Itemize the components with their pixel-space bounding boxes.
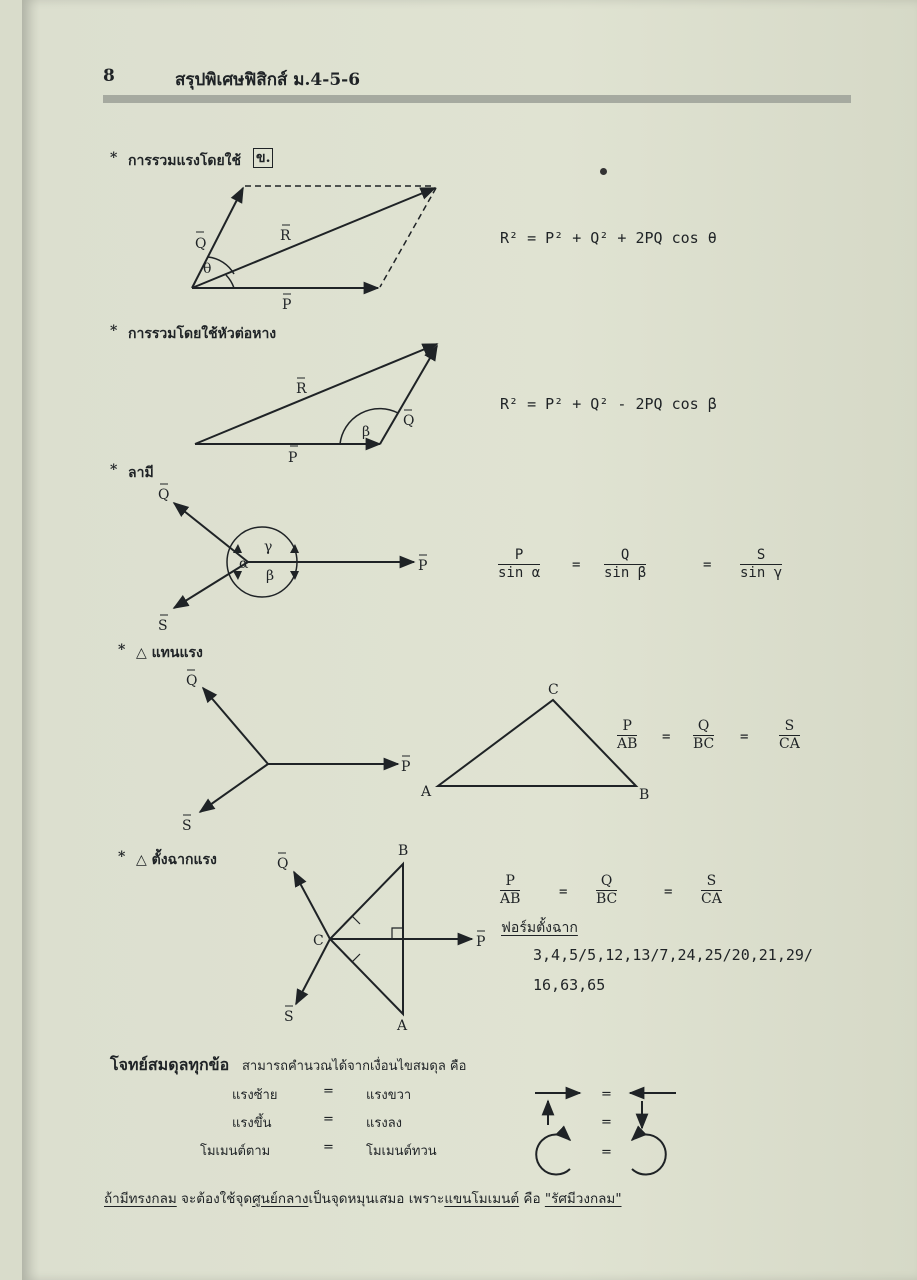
equals-sign: =: [703, 557, 712, 573]
label-r: R: [280, 228, 291, 244]
form-line-2: 16,63,65: [533, 976, 606, 994]
row-left: แรงขึ้น: [232, 1116, 272, 1131]
label-p: P: [476, 934, 486, 950]
label-p: P: [282, 297, 292, 313]
head-to-tail-diagram: [195, 344, 437, 444]
row-right: แรงลง: [366, 1116, 403, 1131]
section4-title: △ แทนแรง: [136, 645, 203, 661]
formula-cosine-plus: R² = P² + Q² + 2PQ cos θ: [500, 229, 717, 247]
label-c: C: [548, 682, 559, 698]
row-right: แรงขวา: [366, 1088, 412, 1103]
clockwise-arrow: [536, 1135, 570, 1175]
label-b: B: [639, 787, 650, 803]
label-q: Q: [403, 413, 415, 429]
lami-diagram: [174, 503, 414, 608]
symbol-equals: =: [601, 1115, 612, 1130]
triangle-abc: [438, 700, 636, 786]
label-alpha: α: [239, 556, 249, 572]
vector-q: [174, 503, 248, 562]
label-theta: θ: [203, 261, 212, 277]
sphere-note-part: คือ: [519, 1191, 545, 1207]
label-a: A: [397, 1018, 408, 1034]
page-header-title: สรุปพิเศษฟิสิกส์ ม.4-5-6: [175, 70, 361, 90]
label-beta: β: [266, 568, 275, 584]
counterclockwise-arrow: [632, 1135, 666, 1175]
label-gamma: γ: [264, 539, 273, 555]
label-q: Q: [277, 856, 289, 872]
label-q: Q: [186, 673, 198, 689]
label-q: Q: [158, 487, 170, 503]
equilibrium-intro: สามารถคำนวณได้จากเงื่อนไขสมดุล คือ: [242, 1059, 467, 1074]
vector-r: [195, 344, 437, 444]
equilibrium-title: โจทย์สมดุลทุกข้อ: [110, 1055, 230, 1074]
section5-title: △ ตั้งฉากแรง: [136, 852, 217, 868]
vector-q: [380, 346, 437, 444]
row-eq: =: [323, 1140, 334, 1155]
label-p: P: [401, 759, 411, 775]
vector-s: [200, 764, 268, 812]
equals-sign: =: [664, 884, 673, 900]
section2-bullet: *: [110, 323, 118, 339]
equals-sign: =: [662, 729, 671, 745]
triangle-fraction-s: $\frac{S}{CA}$: [779, 718, 800, 752]
dashed-right: [380, 188, 436, 287]
section3-bullet: *: [110, 462, 118, 478]
perp-fraction-s: $\frac{S}{CA}$: [701, 873, 722, 907]
form-title: ฟอร์มตั้งฉาก: [501, 920, 578, 936]
sphere-note-part: "รัศมีวงกลม": [544, 1191, 622, 1207]
sphere-note-part: จะต้องใช้จุด: [176, 1191, 253, 1207]
label-q: Q: [195, 236, 207, 252]
vector-s: [174, 562, 248, 608]
page-number: 8: [103, 66, 115, 86]
triangle-fraction-q: $\frac{Q}{BC}$: [693, 718, 715, 752]
symbol-equals: =: [601, 1145, 612, 1160]
section3-title: ลามี: [128, 465, 154, 481]
lami-fraction-s: $\frac{S}{\text{sin γ}}$: [740, 547, 783, 581]
small-arrowhead: [233, 571, 242, 580]
triangle-forces-diagram: [200, 688, 636, 812]
sphere-note-part: แขนโมเมนต์: [444, 1191, 520, 1207]
row-left: แรงซ้าย: [232, 1088, 278, 1103]
section1-boxed-label: ข.: [253, 148, 273, 168]
row-eq: =: [323, 1112, 334, 1127]
label-r: R: [296, 381, 307, 397]
right-angle-mark: [392, 928, 403, 939]
row-right: โมเมนต์ทวน: [366, 1144, 437, 1159]
label-p: P: [288, 450, 298, 466]
label-beta: β: [362, 424, 371, 440]
section1-title: การรวมแรงโดยใช้: [128, 153, 241, 169]
sphere-note-part: เป็นจุดหมุนเสมอ เพราะ: [308, 1191, 445, 1207]
equals-sign: =: [572, 557, 581, 573]
equilibrium-symbols: [535, 1093, 676, 1175]
section1-bullet: *: [110, 150, 118, 166]
section4-bullet: *: [118, 642, 126, 658]
sphere-note-part: ศูนย์กลาง: [252, 1191, 309, 1207]
section5-bullet: *: [118, 849, 126, 865]
symbol-equals: =: [601, 1087, 612, 1102]
label-p: P: [418, 558, 428, 574]
triangle-fraction-p: $\frac{P}{AB}$: [617, 718, 638, 752]
perp-fraction-p: $\frac{P}{AB}$: [500, 873, 521, 907]
sphere-note: [104, 1187, 622, 1209]
small-arrowhead: [290, 571, 299, 580]
lami-fraction-p: $\frac{P}{\text{sin α}}$: [498, 547, 541, 581]
row-left: โมเมนต์ตาม: [200, 1144, 271, 1159]
label-a: A: [421, 784, 432, 800]
parallelogram-diagram: [192, 186, 436, 288]
row-eq: =: [323, 1084, 334, 1099]
small-arrowhead: [290, 544, 299, 553]
lami-fraction-q: $\frac{Q}{\text{sin β}}$: [604, 547, 647, 581]
section2-title: การรวมโดยใช้หัวต่อหาง: [128, 326, 277, 342]
vector-q: [203, 688, 268, 764]
small-arrowhead: [233, 544, 242, 553]
label-s: S: [182, 818, 192, 834]
form-line-1: 3,4,5/5,12,13/7,24,25/20,21,29/: [533, 946, 813, 964]
label-b: B: [398, 843, 409, 859]
label-s: S: [284, 1009, 294, 1025]
perp-fraction-q: $\frac{Q}{BC}$: [596, 873, 618, 907]
sphere-note-part: ถ้ามีทรงกลม: [104, 1191, 177, 1207]
equals-sign: =: [740, 729, 749, 745]
equals-sign: =: [559, 884, 568, 900]
vector-q: [294, 872, 330, 939]
formula-cosine-minus: R² = P² + Q² - 2PQ cos β: [500, 395, 717, 413]
vector-r: [192, 188, 435, 288]
label-c: C: [313, 933, 324, 949]
label-s: S: [158, 618, 168, 634]
